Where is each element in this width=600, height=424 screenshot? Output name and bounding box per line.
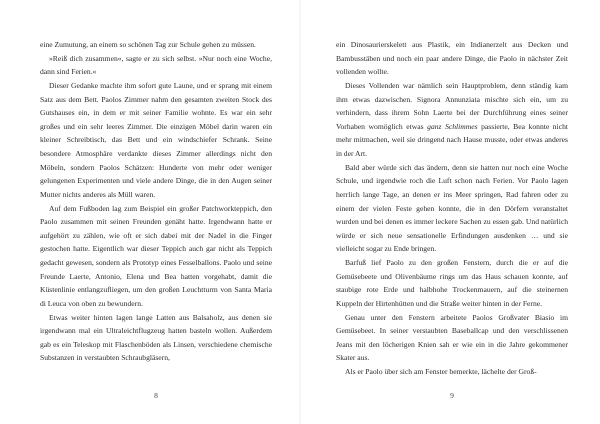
paragraph: Auf dem Fußboden lag zum Beispiel ein großer Patchworkteppich, den Paolo zusammen mit seinen Freunden genäht hatte. Irgendwann hatte er aufgehört zu zählen, wie oft er sich dabei mit der Nadel in die Finger gestochen hatte. Eigentlich war dieser Teppich auch gar nicht als Teppich gedacht gewesen, sondern als Prototyp eines Fesselballons. Paolo und seine Freunde Laerte, Antonio, Elena und Bea hatten vorgehabt, damit die Küstenlinie entlangzufliegen, um den großen Leuchtturm von Santa Maria di Leuca von oben zu bewundern. xyxy=(40,203,272,308)
paragraph: Genau unter den Fenstern arbeitete Paolos Großvater Biasio im Gemüsebeet. In seiner verstaubten Baseballcap und den verschlissenen Jeans mit den löcherigen Knien sah er wie ein in die Jahre gekommener Skater aus. xyxy=(336,312,568,363)
paragraph: ein Dinosaurierskelett aus Plastik, ein Indianerzelt aus Decken und Bambusstäben und noch ein paar andere Dinge, die Paolo in nächster Zeit vollenden wollte. xyxy=(336,40,568,77)
left-page-text xyxy=(40,38,272,365)
paragraph-text: passierte, Bea konnte nicht mehr mitmachen, weil sie dringend nach Hause musste, oder etwas anderes in der Art. xyxy=(336,121,568,158)
paragraph: Bald aber würde sich das ändern, denn sie hatten nur noch eine Woche Schule, und irgendwie roch die Luft schon nach Ferien. Vor Paolo lagen herrlich lange Tage, an denen er ins Meer springen, Rad fahren oder zu einem der vielen Feste gehen konnte, die in den Dörfern veranstaltet wurden und bei denen es immer leckere Sachen zu essen gab. Und natürlich würde er sich neue sensationelle Erfindungen ausdenken … und sie vielleicht sogar zu Ende bringen. xyxy=(336,162,568,254)
right-page xyxy=(300,0,600,424)
paragraph: Dieser Gedanke machte ihm sofort gute Laune, und er sprang mit einem Satz aus dem Bett. Paolos Zimmer nahm den gesamten zweiten Stock des Gutshauses ein, in dem er mit seiner Familie wohnte. Es war ein sehr großes und ein sehr leeres Zimmer. Die einzigen Möbel darin waren ein kleiner Schreibtisch, das Bett und ein windschiefer Schrank. Seine besondere Atmosphäre verdankte dieses Zimmer allerdings nicht den Möbeln, sondern Paolos Schätzen: Hunderte von mehr oder weniger gelungenen Experimenten und viele andere Dinge, die in den Augen seiner Mutter nichts anderes als Müll waren. xyxy=(40,80,272,199)
right-page-text xyxy=(336,38,568,379)
paragraph: Barfuß lief Paolo zu den großen Fenstern, durch die er auf die Gemüsebeete und Olivenbäume rings um das Haus schauen konnte, auf staubige rote Erde und halbhohe Trockenmauern, auf die steinernen Kuppeln der Hirtenhütten und die Straße weiter hinten in der Ferne. xyxy=(336,258,568,308)
paragraph-text: Dieses Vollenden war nämlich sein Hauptproblem, denn ständig kam ihm etwas dazwischen. Signora Annunziata mischte sich ein, um zu verhindern, dass ihrem Sohn Laerte bei der Durchführung eines seiner Vorhaben womöglich etwas xyxy=(336,80,568,131)
paragraph: Etwas weiter hinten lagen lange Latten aus Balsaholz, aus denen sie irgendwann mal ein Ultraleichtflugzeug hatten basteln wollen. Außerdem gab es ein Teleskop mit Flaschenböden als Linsen, verschiedene chemische Substanzen in verstaubten Schraubgläsern, xyxy=(40,312,272,363)
page-number-right: 9 xyxy=(450,391,454,400)
paragraph: eine Zumutung, an einem so schönen Tag zur Schule gehen zu müssen. xyxy=(40,40,256,49)
paragraph xyxy=(336,79,568,161)
page-number-left: 8 xyxy=(154,391,158,400)
emphasized-text: ganz Schlimmes xyxy=(427,121,478,131)
paragraph: »Reiß dich zusammen«, sagte er zu sich selbst. »Nur noch eine Woche, dann sind Ferien.« xyxy=(40,53,272,77)
paragraph: Als er Paolo über sich am Fenster bemerkte, lächelte der Groß- xyxy=(345,367,537,376)
